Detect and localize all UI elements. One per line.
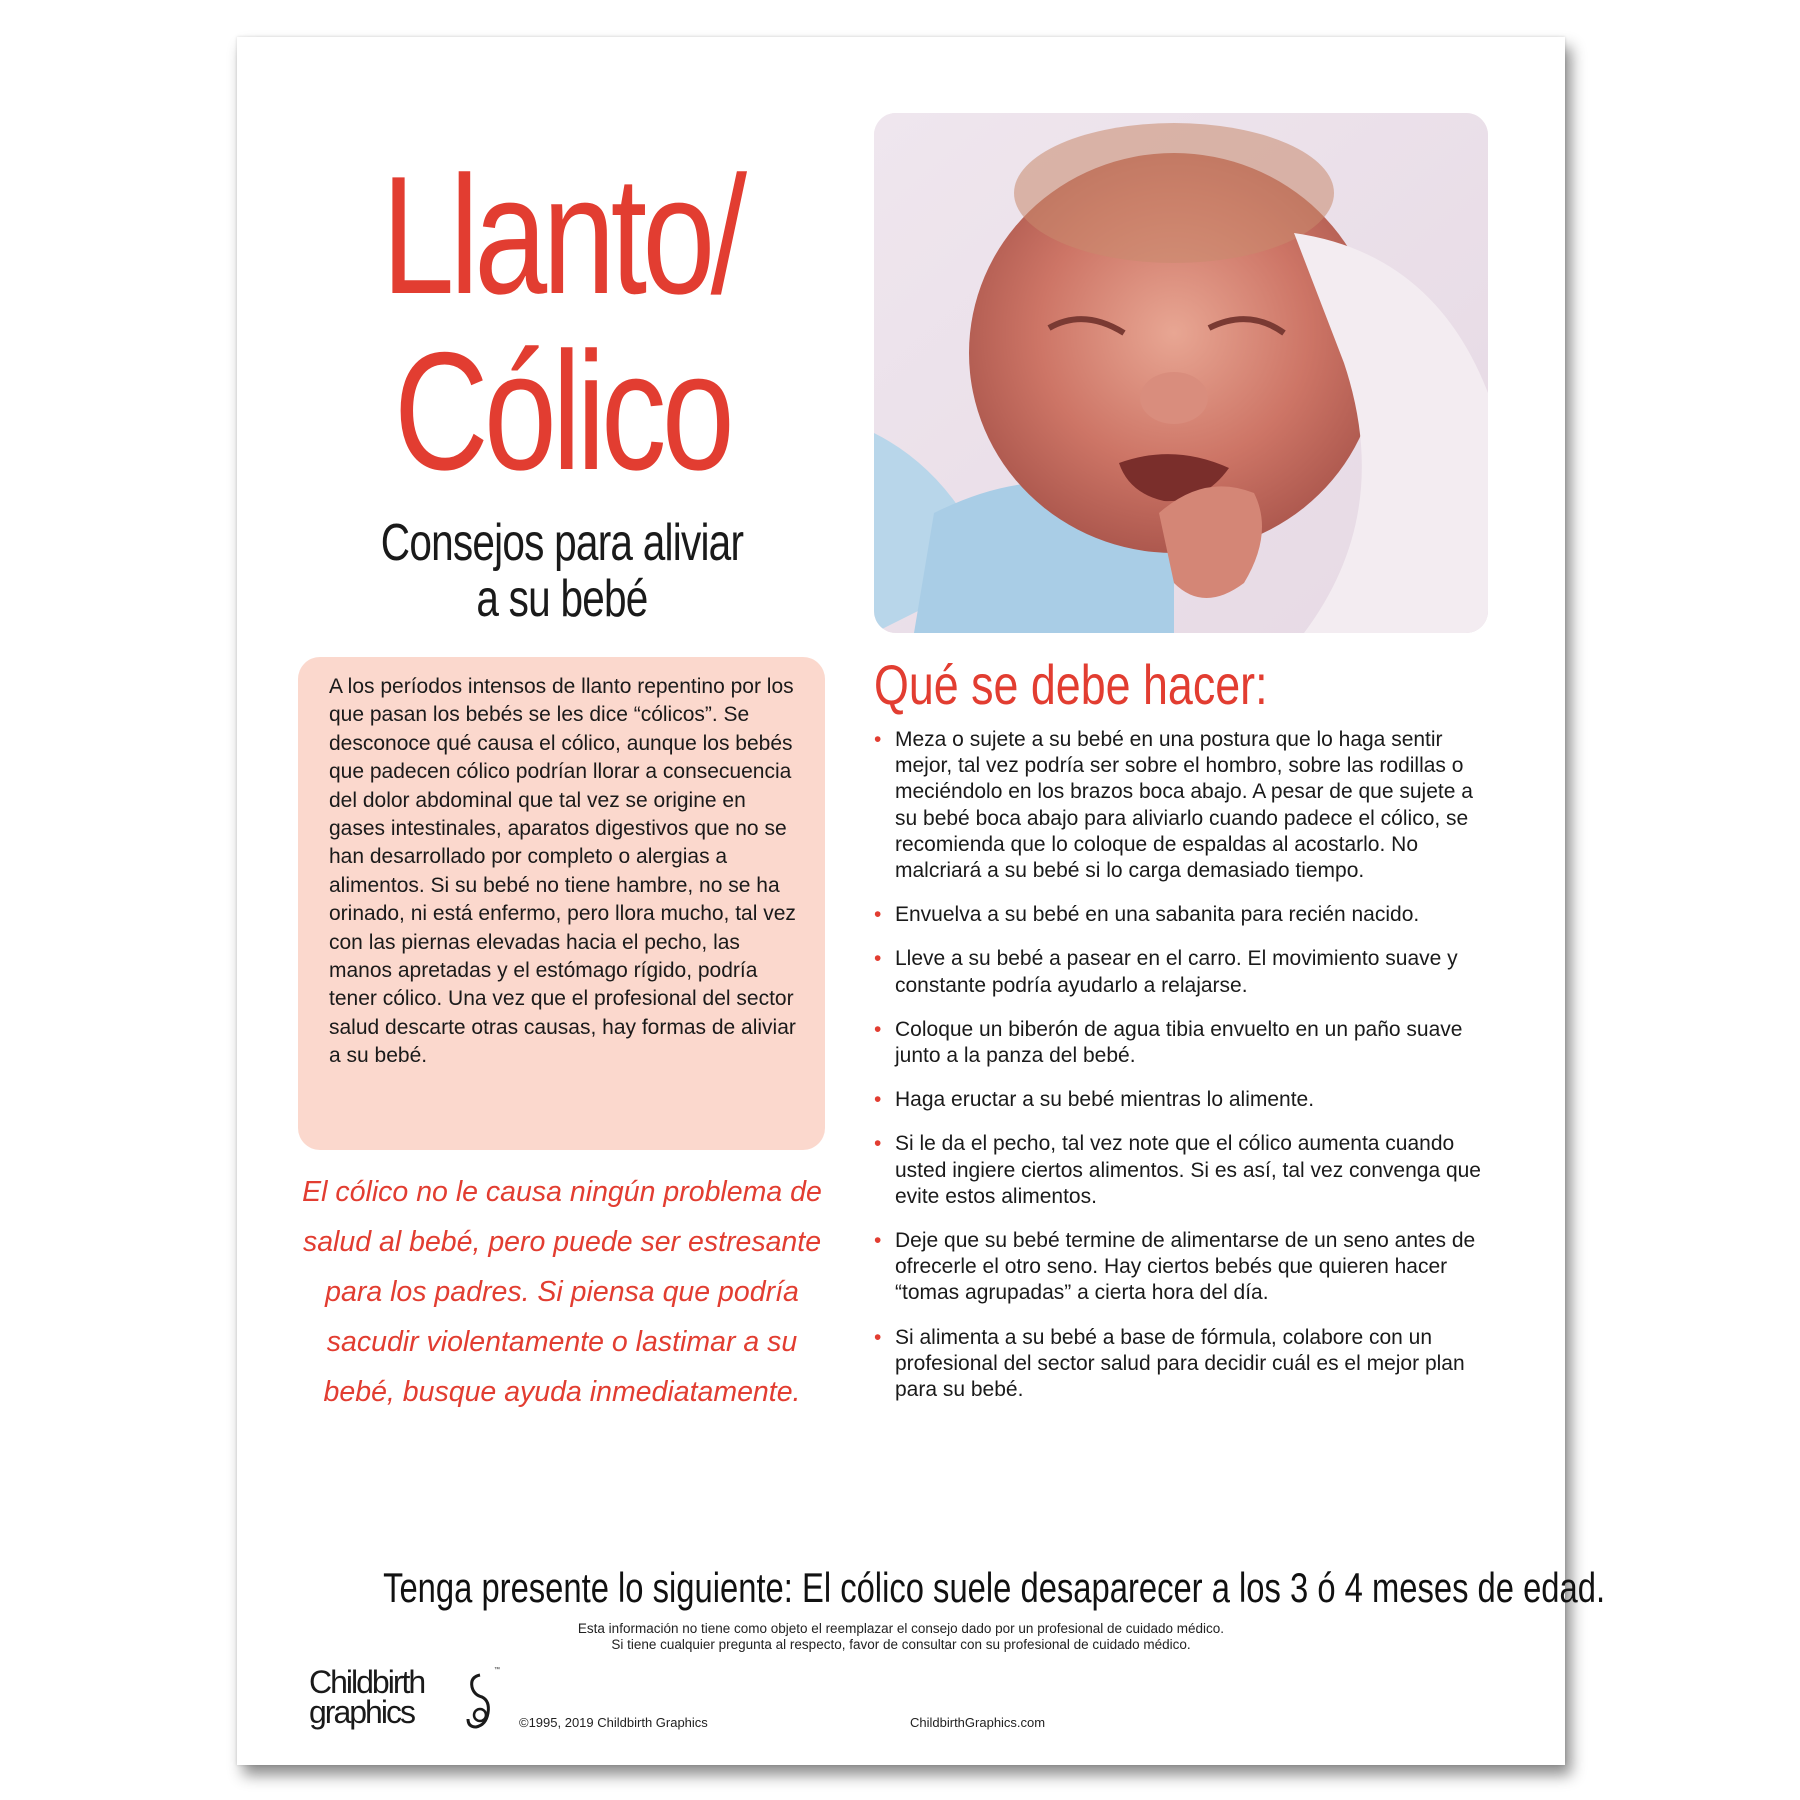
page-title: [309, 141, 816, 505]
intro-box: [298, 657, 825, 1150]
handout-sheet: [237, 37, 1606, 1765]
trademark-symbol: ™: [494, 1667, 500, 1673]
childbirth-graphics-logo: [309, 1664, 519, 1737]
tip-item: • Si alimenta a su bebé a base de fórmula, colabore con un profesional del sector salud para decidir cuál es el mejor plan para su bebé.: [874, 1325, 1465, 1402]
bullet-icon: •: [874, 947, 882, 971]
baby-illustration: [874, 113, 1488, 633]
copyright: ©1995, 2019 Childbirth Graphics: [519, 1715, 708, 1730]
subtitle-line-2: a su bebé: [476, 570, 648, 628]
tip-item: • Deje que su bebé termine de alimentarse de un seno antes de ofrecerle el otro seno. Hay ciertos bebés que quieren hacer “tomas agrupadas” a cierta hora del día.: [874, 1229, 1476, 1305]
title-line-2: Cólico: [393, 317, 731, 505]
crying-newborn-photo: [874, 113, 1488, 633]
tip-item: • Si le da el pecho, tal vez note que el cólico aumenta cuando usted ingiere ciertos alimentos. Si es así, tal vez convenga que evite estos alimentos.: [874, 1132, 1481, 1208]
bullet-icon: •: [874, 1017, 882, 1041]
title-line-1: Llanto/: [381, 141, 743, 329]
reminder-text: Tenga presente lo siguiente: El cólico suele desaparecer a los 3 ó 4 meses de edad.: [383, 1564, 1606, 1611]
subtitle-line-1: Consejos para aliviar: [380, 514, 744, 572]
tips-heading: Qué se debe hacer:: [874, 653, 1268, 716]
logo-wordmark: Childbirth graphics: [309, 1664, 425, 1730]
bullet-icon: •: [874, 903, 882, 927]
intro-text: A los períodos intensos de llanto repentino por los que pasan los bebés se les dice “cólicos”. Se desconoce qué causa el cólico, aunque los bebés que padecen cólico podrían llorar a consecuencia del dolor abdominal que tal vez se origine en gases intestinales, aparatos digestivos que no se han desarrollado por completo o alergias a alimentos. Si su bebé no tiene hambre, no se ha orinado, ni está enfermo, pero llora mucho, tal vez con las piernas elevadas hacia el pecho, las manos apretadas y el estómago rígido, podría tener cólico. Una vez que el profesional del sector salud descarte otras causas, hay formas de aliviar a su bebé.: [329, 675, 796, 1068]
warning-text: El cólico no le causa ningún problema de salud al bebé, pero puede ser estresante para los padres. Si piensa que podría sacudir violentamente o lastimar a su bebé, busque ayuda inmediatamente.: [302, 1176, 822, 1408]
bullet-icon: •: [874, 728, 882, 751]
bullet-icon: •: [874, 1132, 882, 1156]
bullet-icon: •: [874, 1325, 882, 1349]
tip-item: • Haga eructar a su bebé mientras lo alimente.: [874, 1087, 1494, 1113]
tip-item: • Lleve a su bebé a pasear en el carro. El movimiento suave y constante podría ayudarlo a relajarse.: [874, 947, 1458, 997]
website-link[interactable]: ChildbirthGraphics.com: [910, 1715, 1046, 1730]
tip-item: • Meza o sujete a su bebé en una postura que lo haga sentir mejor, tal vez podría ser sobre el hombro, sobre las rodillas o meciéndolo en los brazos boca abajo. A pesar de que sujete a su bebé boca abajo para aliviarlo cuando padece el cólico, se recomienda que lo coloque de espaldas al acostarlo. No malcriará a su bebé si lo carga demasiado tiempo.: [874, 728, 1473, 883]
page-subtitle: [309, 515, 816, 627]
tip-item: • Coloque un biberón de agua tibia envuelto en un paño suave junto a la panza del bebé.: [874, 1017, 1463, 1068]
bullet-icon: •: [874, 1088, 882, 1112]
tip-item: • Envuelva a su bebé en una sabanita para recién nacido.: [874, 902, 1494, 928]
tips-list: [874, 727, 1494, 1421]
logo-mark-icon: [464, 1671, 494, 1731]
disclaimer-line-2: Si tiene cualquier pregunta al respecto, favor de consultar con su profesional de cuidado médico.: [611, 1637, 1191, 1652]
bullet-icon: •: [874, 1229, 882, 1253]
disclaimer-line-1: Esta información no tiene como objeto el reemplazar el consejo dado por un profesional de cuidado médico.: [577, 1621, 1225, 1636]
disclaimer: [237, 1621, 1565, 1653]
